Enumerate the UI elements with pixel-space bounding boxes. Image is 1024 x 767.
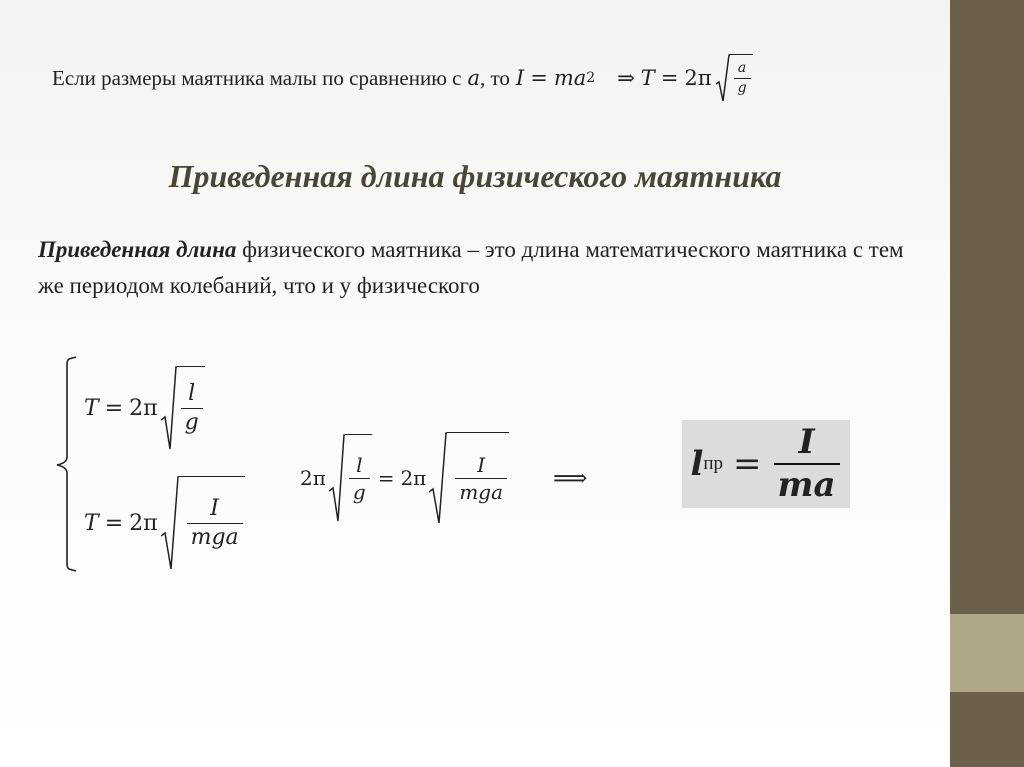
result-l: l bbox=[690, 444, 704, 484]
eq2-T: T bbox=[84, 510, 99, 536]
eq1-fraction bbox=[181, 382, 203, 435]
period-symbol: T bbox=[640, 66, 655, 90]
eq3-two-pi-right: 2π bbox=[400, 466, 427, 490]
eq3-sqrt-right bbox=[429, 432, 509, 524]
implies-arrow-large: ⟹ bbox=[553, 464, 588, 492]
eq3-sqrt-left bbox=[329, 434, 372, 522]
eq1-numerator: l bbox=[188, 380, 196, 406]
period-equation-mathematical bbox=[84, 366, 205, 450]
eq2-fraction bbox=[187, 497, 243, 550]
eq1-two-pi: 2π bbox=[129, 395, 158, 421]
comma-to: , то bbox=[480, 65, 510, 90]
result-equals: = bbox=[733, 444, 762, 484]
eq2-sqrt bbox=[161, 476, 245, 570]
eq3-denominator-right: mga bbox=[455, 478, 507, 503]
eq3-numerator-left: l bbox=[356, 453, 363, 477]
exponent: 2 bbox=[586, 70, 596, 86]
eq3-denominator-left: g bbox=[349, 478, 370, 503]
equals-sign: = bbox=[530, 66, 548, 90]
two-pi: 2π bbox=[684, 66, 712, 90]
result-fraction bbox=[774, 421, 840, 505]
result-numerator: I bbox=[798, 421, 815, 462]
eq2-numerator: I bbox=[210, 495, 219, 521]
fraction-a-over-g bbox=[734, 61, 751, 97]
system-brace bbox=[52, 355, 82, 573]
sidebar-band-middle bbox=[950, 614, 1024, 692]
statement-text: Если размеры маятника малы по сравнению с bbox=[52, 65, 462, 90]
small-pendulum-statement bbox=[52, 48, 912, 108]
result-subscript: пр bbox=[703, 453, 724, 474]
eq3-two-pi-left: 2π bbox=[300, 466, 326, 490]
eq2-denominator: mga bbox=[187, 523, 243, 550]
eq3-fraction-left bbox=[349, 454, 370, 503]
definition-paragraph bbox=[38, 232, 928, 304]
fraction-numerator: a bbox=[737, 59, 747, 76]
period-equation-physical bbox=[84, 476, 245, 570]
result-denominator: ma bbox=[774, 463, 840, 504]
sqrt-a-over-g bbox=[716, 54, 753, 102]
sidebar-band-top bbox=[950, 0, 1024, 614]
eq2-two-pi: 2π bbox=[129, 510, 158, 536]
eq1-equals: = bbox=[104, 395, 124, 421]
ma-term: ma bbox=[553, 66, 587, 90]
equals-sign-2: = bbox=[660, 66, 679, 90]
eq3-fraction-right bbox=[455, 454, 507, 503]
eq1-denominator: g bbox=[181, 408, 203, 435]
sidebar-band-bottom bbox=[950, 692, 1024, 767]
fraction-denominator: g bbox=[734, 78, 751, 96]
eq1-T: T bbox=[84, 395, 99, 421]
moment-of-inertia-symbol: I bbox=[515, 66, 525, 90]
period-equality bbox=[300, 430, 587, 526]
eq3-equals: = bbox=[377, 466, 395, 490]
implies-arrow: ⇒ bbox=[617, 66, 635, 90]
definition-text: физического маятника – это длина математического маятника с тем же периодом колебаний, что и у физического bbox=[38, 237, 904, 298]
eq3-numerator-right: I bbox=[477, 453, 486, 477]
definition-term: Приведенная длина bbox=[38, 237, 237, 262]
eq2-equals: = bbox=[104, 510, 124, 536]
var-a: a bbox=[467, 66, 481, 90]
section-heading: Приведенная длина физического маятника bbox=[168, 158, 782, 194]
eq1-sqrt bbox=[161, 366, 205, 450]
reduced-length-result bbox=[682, 420, 850, 508]
